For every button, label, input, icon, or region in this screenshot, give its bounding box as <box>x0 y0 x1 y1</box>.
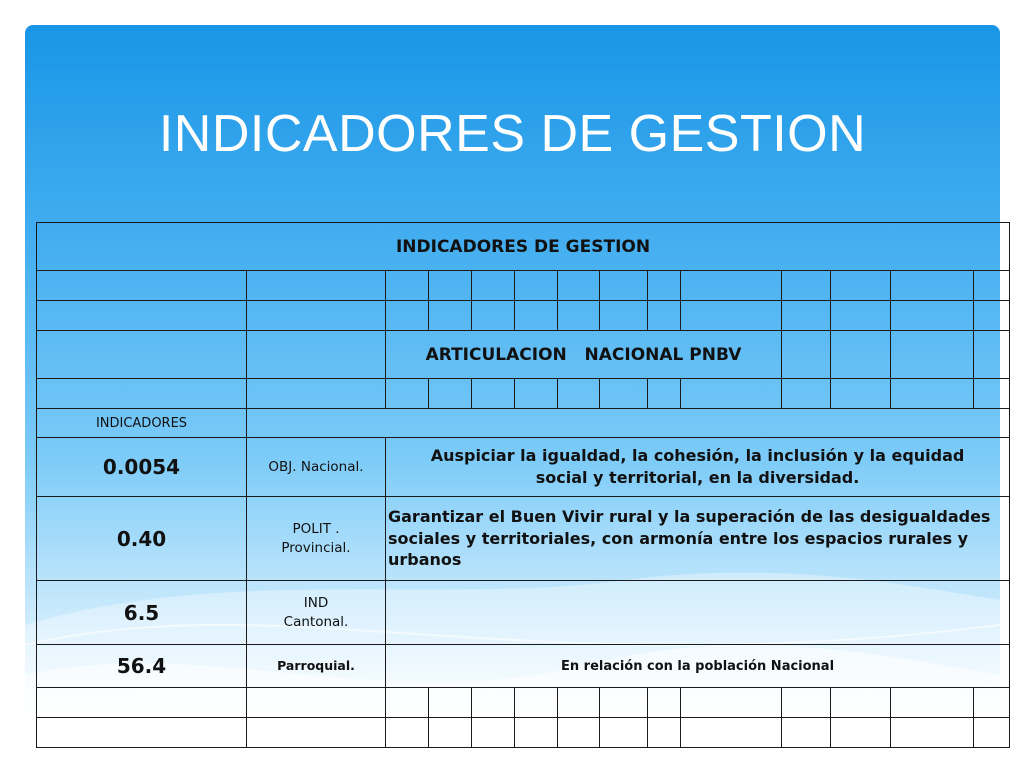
empty-cell <box>648 271 681 301</box>
empty-cell <box>515 379 558 409</box>
empty-row <box>37 718 1010 748</box>
empty-cell <box>386 688 429 718</box>
empty-cell <box>37 379 247 409</box>
indicator-description: En relación con la población Nacional <box>386 645 1010 688</box>
empty-cell <box>782 271 831 301</box>
indicator-level: Parroquial. <box>247 645 386 688</box>
empty-cell <box>974 718 1010 748</box>
empty-cell <box>891 379 974 409</box>
empty-cell <box>386 271 429 301</box>
empty-cell <box>247 271 386 301</box>
empty-cell <box>648 718 681 748</box>
empty-cell <box>681 301 782 331</box>
empty-cell <box>558 271 600 301</box>
empty-cell <box>782 379 831 409</box>
empty-cell <box>247 331 386 379</box>
empty-cell <box>515 718 558 748</box>
empty-cell <box>681 271 782 301</box>
empty-cell <box>974 331 1010 379</box>
empty-cell <box>782 301 831 331</box>
empty-cell <box>681 718 782 748</box>
empty-cell <box>831 301 891 331</box>
empty-cell <box>600 301 648 331</box>
empty-cell <box>429 271 472 301</box>
empty-cell <box>831 718 891 748</box>
empty-cell <box>600 379 648 409</box>
empty-cell <box>472 379 515 409</box>
empty-row <box>37 688 1010 718</box>
empty-cell <box>247 688 386 718</box>
empty-cell <box>386 379 429 409</box>
indicators-table <box>36 222 1010 748</box>
empty-cell <box>37 301 247 331</box>
empty-cell <box>681 379 782 409</box>
table-row <box>37 645 1010 688</box>
slide-title: INDICADORES DE GESTION <box>158 105 867 163</box>
indicator-description: Garantizar el Buen Vivir rural y la superación de las desigualdades sociales y territoriales, con armonía entre los espacios rurales y urbanos <box>386 497 1010 581</box>
table-header: INDICADORES DE GESTION <box>37 223 1010 271</box>
indicator-level: OBJ. Nacional. <box>247 438 386 497</box>
empty-cell <box>648 379 681 409</box>
empty-cell <box>831 331 891 379</box>
empty-cell <box>247 379 386 409</box>
table-row <box>37 581 1010 645</box>
empty-cell <box>681 688 782 718</box>
empty-cell <box>37 331 247 379</box>
empty-cell <box>782 688 831 718</box>
indicator-value: 0.40 <box>37 497 247 581</box>
indicator-description: Auspiciar la igualdad, la cohesión, la inclusión y la equidad social y territorial, en la diversidad. <box>386 438 1010 497</box>
empty-cell <box>891 301 974 331</box>
empty-cell <box>782 331 831 379</box>
empty-cell <box>558 301 600 331</box>
empty-cell <box>429 718 472 748</box>
empty-cell <box>37 271 247 301</box>
table-row <box>37 497 1010 581</box>
empty-cell <box>600 271 648 301</box>
empty-cell <box>37 718 247 748</box>
empty-cell <box>648 688 681 718</box>
empty-cell <box>515 271 558 301</box>
empty-cell <box>974 379 1010 409</box>
empty-cell <box>247 409 1010 438</box>
empty-cell <box>831 271 891 301</box>
empty-cell <box>429 379 472 409</box>
empty-cell <box>974 688 1010 718</box>
empty-cell <box>247 301 386 331</box>
empty-cell <box>831 688 891 718</box>
empty-cell <box>891 331 974 379</box>
empty-row <box>37 271 1010 301</box>
empty-cell <box>648 301 681 331</box>
indicator-value: 56.4 <box>37 645 247 688</box>
empty-cell <box>600 688 648 718</box>
indicators-column-header: INDICADORES <box>37 409 247 438</box>
empty-cell <box>558 718 600 748</box>
empty-row <box>37 301 1010 331</box>
empty-cell <box>429 301 472 331</box>
indicator-level: POLIT . Provincial. <box>247 497 386 581</box>
empty-cell <box>472 718 515 748</box>
empty-cell <box>472 301 515 331</box>
empty-cell <box>247 718 386 748</box>
indicator-description <box>386 581 1010 645</box>
empty-cell <box>429 688 472 718</box>
empty-row <box>37 379 1010 409</box>
indicator-value: 0.0054 <box>37 438 247 497</box>
empty-cell <box>831 379 891 409</box>
empty-cell <box>891 688 974 718</box>
empty-cell <box>515 301 558 331</box>
empty-cell <box>386 718 429 748</box>
empty-cell <box>600 718 648 748</box>
empty-cell <box>472 271 515 301</box>
empty-cell <box>515 688 558 718</box>
indicator-value: 6.5 <box>37 581 247 645</box>
empty-cell <box>782 718 831 748</box>
indicator-level: IND Cantonal. <box>247 581 386 645</box>
table-subheader: ARTICULACION NACIONAL PNBV <box>386 331 782 379</box>
empty-cell <box>386 301 429 331</box>
table-row <box>37 438 1010 497</box>
empty-cell <box>472 688 515 718</box>
empty-cell <box>891 271 974 301</box>
empty-cell <box>974 301 1010 331</box>
empty-cell <box>891 718 974 748</box>
empty-cell <box>37 688 247 718</box>
empty-cell <box>558 379 600 409</box>
empty-cell <box>558 688 600 718</box>
empty-cell <box>974 271 1010 301</box>
